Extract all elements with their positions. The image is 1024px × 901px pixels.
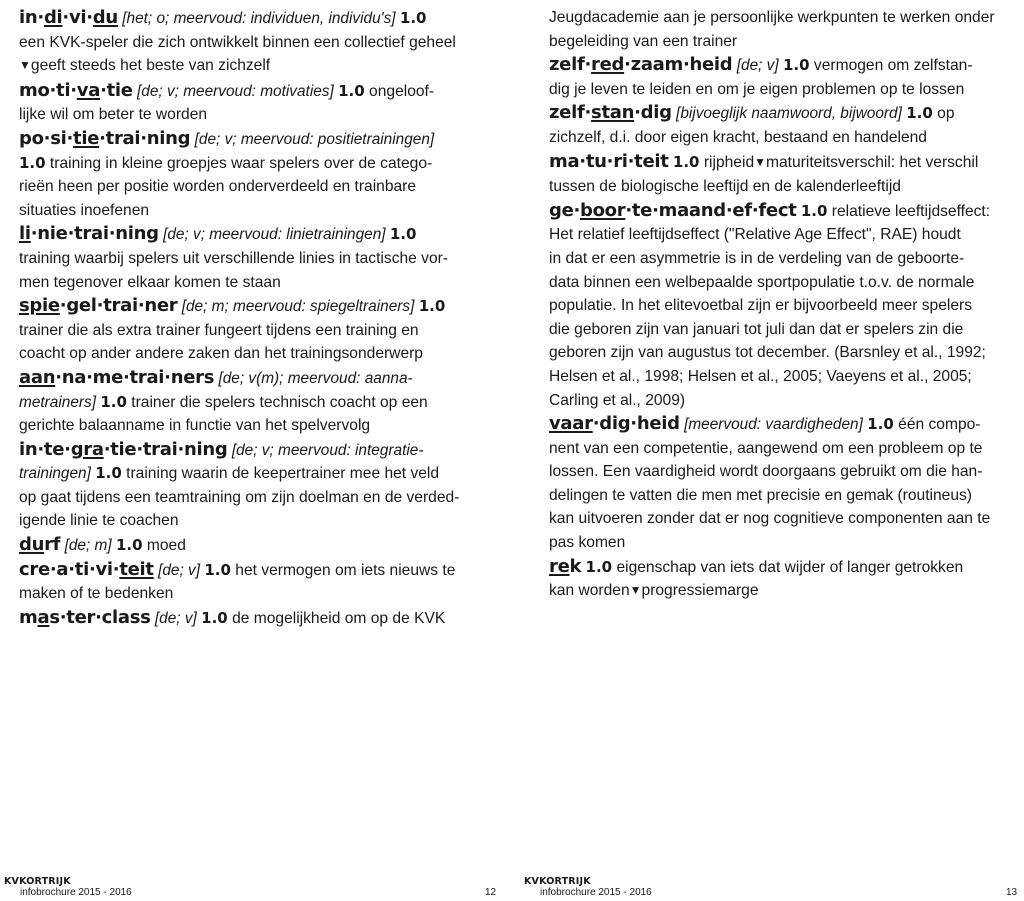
text-line [549, 53, 974, 78]
footer-subtitle: infobrochure 2015 - 2016 [540, 887, 652, 898]
text-line [549, 412, 981, 437]
stressed-syllable: red [591, 54, 625, 76]
definition-text: data binnen een welbepaalde sportpopulatie t.o.v. de normale [549, 273, 975, 291]
stressed-syllable: spie [19, 295, 60, 317]
headword: in·di·vi·du [19, 7, 118, 28]
definition-text: training in kleine groepjes waar spelers over de catego- [49, 154, 433, 172]
definition-text: trainer die spelers technisch coacht op een [131, 393, 428, 411]
text-line [549, 318, 974, 342]
definition-text: kan worden [549, 582, 630, 600]
grammar-note: [de; v; meervoud: integratie- [231, 441, 424, 459]
stressed-syllable: va [76, 79, 101, 101]
text-line [549, 150, 979, 176]
text-line [549, 341, 986, 365]
text-line [549, 507, 991, 531]
definition-text: training waarbij spelers uit verschillende linies in tactische vor- [19, 249, 449, 267]
definition-text: op gaat tijdens een teamtraining om zijn doelman en de verded- [19, 488, 460, 506]
definition-text: geboren zijn van augustus tot december. (Barsnley et al., 1992; [549, 344, 986, 362]
definition-text: op [937, 105, 955, 123]
stressed-syllable: gra [70, 438, 104, 460]
version-number: 1.0 [201, 608, 228, 627]
see-also-arrow-icon: ▼ [629, 583, 642, 598]
definition-text: igende linie te coachen [19, 512, 179, 530]
definition-text: maken of te bedenken [19, 585, 174, 603]
text-line [549, 101, 974, 126]
stressed-syllable: re [549, 555, 570, 577]
footer-brand: KVKORTRIJK [524, 876, 591, 887]
headword: ge·boor·te·maand·ef·fect [549, 199, 797, 221]
text-line [19, 342, 439, 366]
page-number: 13 [1006, 887, 1018, 898]
text-line [19, 414, 439, 438]
headword: cre·a·ti·vi·teit [19, 558, 154, 580]
definition-text: begeleiding van een trainer [549, 32, 738, 50]
grammar-note: [de; v] [158, 561, 200, 579]
stressed-syllable: stan [591, 102, 635, 124]
version-number: 1.0 [95, 464, 122, 483]
text-line [549, 247, 974, 271]
text-line [549, 271, 974, 295]
version-number: 1.0 [867, 415, 894, 434]
grammar-note: trainingen] [19, 465, 91, 483]
text-line [19, 391, 439, 415]
definition-text: Jeugdacademie aan je persoonlijke werkpunten te werken onder [549, 9, 995, 26]
version-number: 1.0 [672, 152, 700, 171]
text-line [549, 199, 991, 224]
definition-text: vermogen om zelfstan- [813, 57, 973, 75]
text-line [19, 582, 439, 606]
page-footer [524, 876, 652, 898]
definition-text: training waarin de keepertrainer mee het veld [126, 465, 440, 483]
definition-text: in dat er een asymmetrie is in de verdeling van de geboorte- [549, 249, 965, 267]
definition-text: gerichte balaanname in functie van het spelvervolg [19, 417, 371, 435]
definition-text: relatieve leeftijdseffect: [831, 202, 991, 220]
grammar-note: [de; v; meervoud: motivaties] [137, 82, 334, 100]
footer-subtitle: infobrochure 2015 - 2016 [20, 887, 132, 898]
definition-text: kan uitvoeren zonder dat er nog cognitieve componenten aan te [549, 510, 991, 528]
definition-text: lijke wil om beter te worden [19, 106, 208, 124]
headword: in·te·gra·tie·trai·ning [19, 438, 228, 460]
definition-text: die geboren zijn van januari tot juli dan dat er spelers zin die [549, 320, 964, 338]
definition-text: tussen de biologische leeftijd en de kalenderleeftijd [549, 178, 901, 196]
text-line [19, 247, 449, 271]
grammar-note: [het; o; meervoud: individuen, individu's] [122, 10, 396, 27]
definition-text: één compo- [898, 416, 981, 434]
grammar-note: [de; m; meervoud: spiegeltrainers] [181, 298, 415, 316]
text-line [19, 127, 439, 152]
text-line [549, 555, 974, 580]
definition-text: delingen te vatten die men met precisie en gemak (routineus) [549, 486, 972, 504]
text-line [19, 509, 439, 533]
version-number: 1.0 [100, 392, 127, 411]
version-number: 1.0 [418, 297, 446, 316]
grammar-note: [de; m] [64, 537, 112, 555]
stressed-syllable: teit [119, 558, 154, 580]
text-line [549, 223, 974, 247]
definition-text: dig je leven te leiden en om je eigen problemen op te lossen [549, 80, 965, 98]
text-line [549, 294, 974, 318]
headword: zelf·red·zaam·heid [549, 54, 733, 76]
stressed-syllable: a [37, 606, 50, 628]
definition-text: coacht op ander andere zaken dan het trainingsonderwerp [19, 345, 423, 363]
headword: vaar·dig·heid [549, 413, 680, 435]
text-line [549, 6, 995, 30]
definition-text: Het relatief leeftijdseffect ("Relative Age Effect", RAE) houdt [549, 226, 961, 244]
headword: spie·gel·trai·ner [19, 295, 178, 317]
headword: zelf·stan·dig [549, 102, 672, 124]
text-line [549, 389, 974, 413]
headword: ma·tu·ri·teit [549, 150, 669, 172]
definition-text: Carling et al., 2009) [549, 391, 686, 409]
text-line [549, 437, 983, 461]
definition-text: lossen. Een vaardigheid wordt doorgaans gebruikt om die han- [549, 463, 983, 481]
version-number: 1.0 [19, 153, 46, 172]
glossary-column [549, 6, 995, 604]
text-line [19, 6, 439, 31]
definition-text: het vermogen om iets nieuws te [235, 561, 456, 579]
text-line [19, 438, 439, 463]
text-line [549, 175, 974, 199]
text-line [19, 486, 460, 510]
definition-text: moed [146, 537, 186, 555]
text-line [19, 462, 439, 486]
text-line [19, 31, 456, 55]
definition-text: zichzelf, d.i. door eigen kracht, bestaand en handelend [549, 128, 927, 146]
definition-text: geeft steeds het beste van zichzelf [30, 57, 271, 75]
glossary-column [19, 6, 460, 630]
stressed-syllable: du [92, 7, 118, 28]
text-line [19, 271, 439, 295]
headword: durf [19, 534, 61, 556]
definition-text: eigenschap van iets dat wijder of langer getrokken [616, 558, 964, 576]
text-line [549, 365, 974, 389]
text-line [19, 294, 446, 319]
stressed-syllable: du [19, 534, 45, 556]
definition-text: rijpheid [703, 153, 755, 171]
text-line [549, 531, 974, 555]
text-line [19, 54, 439, 79]
grammar-note: [bijvoeglijk naamwoord, bijwoord] [676, 105, 902, 123]
definition-text: progressiemarge [641, 582, 759, 600]
page-13 [512, 0, 1024, 901]
grammar-note: [de; v; meervoud: positietrainingen] [194, 130, 435, 148]
grammar-note: [de; v; meervoud: linietrainingen] [163, 226, 386, 244]
stressed-syllable: aan [19, 366, 56, 388]
definition-text: ongeloof- [369, 82, 435, 100]
text-line [19, 606, 446, 631]
version-number: 1.0 [800, 201, 828, 220]
version-number: 1.0 [906, 104, 933, 123]
stressed-syllable: di [43, 7, 63, 28]
grammar-note: [de; v] [154, 609, 197, 627]
see-also-arrow-icon: ▼ [754, 154, 767, 169]
text-line [549, 579, 974, 604]
headword: aan·na·me·trai·ners [19, 366, 215, 388]
text-line [549, 484, 974, 508]
stressed-syllable: tie [73, 127, 100, 149]
text-line [19, 222, 439, 247]
headword: po·si·tie·trai·ning [19, 127, 191, 149]
footer-brand: KVKORTRIJK [4, 876, 71, 887]
grammar-note: [de; v] [736, 57, 779, 75]
grammar-note: metrainers] [19, 393, 96, 411]
headword: mas·ter·class [19, 606, 151, 628]
text-line [549, 126, 974, 150]
see-also-arrow-icon: ▼ [19, 58, 31, 73]
text-line [549, 78, 974, 102]
version-number: 1.0 [204, 560, 231, 579]
text-line [549, 30, 974, 54]
text-line [19, 199, 439, 223]
text-line [19, 319, 439, 343]
version-number: 1.0 [783, 56, 810, 75]
text-line [19, 366, 439, 391]
version-number: 1.0 [585, 557, 613, 576]
grammar-note: [meervoud: vaardigheden] [684, 416, 863, 434]
page-number: 12 [485, 887, 497, 898]
page-footer [4, 876, 132, 898]
definition-text: nent van een competentie, aangewend om een probleem op te [549, 439, 983, 457]
definition-text: maturiteitsverschil: het verschil [766, 153, 979, 171]
version-number: 1.0 [115, 536, 143, 555]
version-number: 1.0 [399, 9, 427, 27]
text-line [19, 533, 439, 558]
stressed-syllable: vaar [549, 413, 593, 435]
definition-text: de mogelijkheid om op de KVK [232, 609, 446, 627]
text-line [549, 460, 983, 484]
definition-text: Helsen et al., 1998; Helsen et al., 2005; Vaeyens et al., 2005; [549, 367, 972, 385]
definition-text: trainer die als extra trainer fungeert tijdens een training en [19, 321, 419, 339]
text-line [19, 558, 456, 583]
text-line [19, 103, 439, 127]
version-number: 1.0 [338, 81, 365, 100]
grammar-note: [de; v(m); meervoud: aanna- [218, 369, 413, 387]
definition-text: populatie. In het elitevoetbal zijn er bijvoorbeeld meer spelers [549, 297, 973, 315]
text-line [19, 152, 439, 176]
definition-text: pas komen [549, 534, 626, 552]
headword: rek [549, 555, 582, 577]
text-line [19, 79, 439, 104]
version-number: 1.0 [389, 225, 417, 244]
stressed-syllable: boor [580, 199, 626, 221]
definition-text: men tegenover elkaar komen te staan [19, 273, 281, 291]
text-line [19, 175, 439, 199]
headword: li·nie·trai·ning [19, 223, 159, 245]
stressed-syllable: li [19, 223, 31, 245]
definition-text: situaties inoefenen [19, 201, 150, 219]
headword: mo·ti·va·tie [19, 79, 133, 101]
definition-text: een KVK-speler die zich ontwikkelt binnen een collectief geheel [19, 33, 456, 51]
definition-text: rieën heen per positie worden onderverdeeld en trainbare [19, 178, 417, 196]
